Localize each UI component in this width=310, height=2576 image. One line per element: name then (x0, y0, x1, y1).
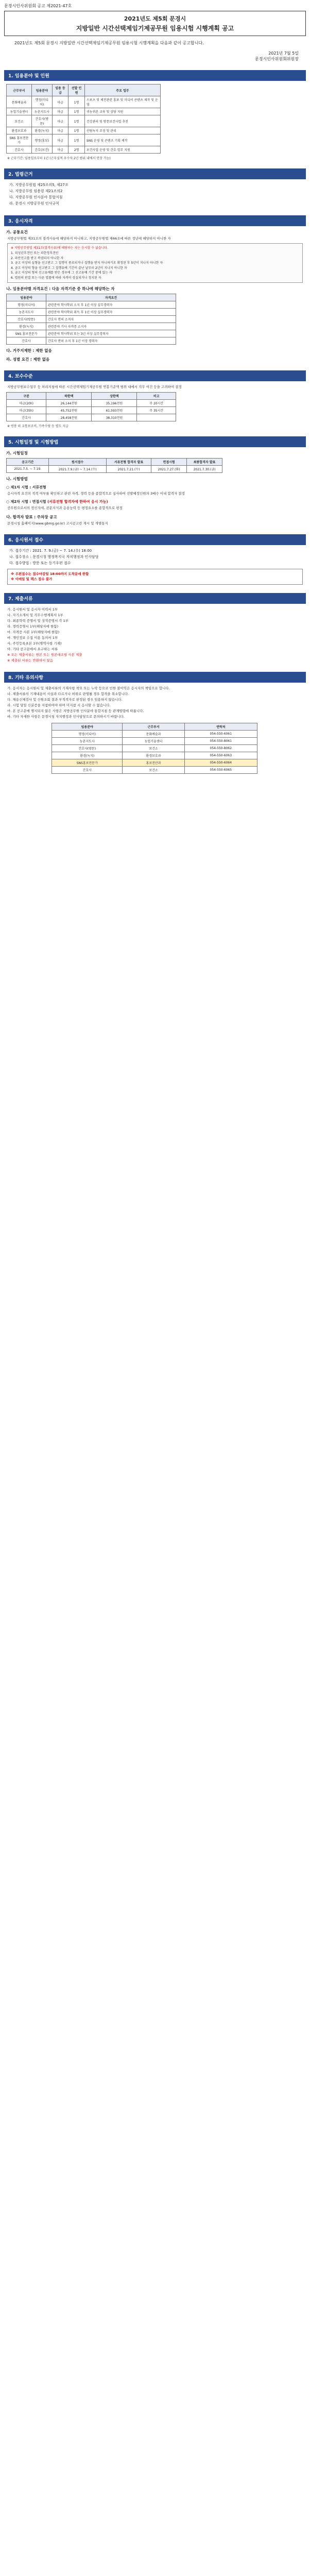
table-row (7, 108, 161, 115)
cell: SNS 홍보전문가 (7, 330, 46, 337)
step2-title (6, 499, 304, 504)
cell: 1명 (68, 127, 85, 134)
cell: 간호사(방문) (31, 115, 52, 127)
list-item: 다. 접수방법 : 방문 또는 등기우편 접수 (9, 561, 71, 565)
table-row (52, 738, 257, 745)
th: 임용분야 (31, 84, 52, 96)
sec3-sub-b: 나. 임용분야별 자격요건 : 다음 자격기준 중 하나에 해당하는 자 (6, 286, 115, 292)
table-row (52, 767, 257, 774)
table-row (7, 406, 176, 414)
cell: 38,310천원 (92, 414, 137, 421)
step2-text: 공무원으로서의 정신자세, 전문지식과 응용능력 등 평정요소를 종합적으로 평정 (7, 506, 123, 511)
cell: 2021.7.9.(금) ~ 7.14.(수) (49, 465, 106, 472)
cell: 간호(보건) (31, 146, 52, 154)
announce-date: 2021년 7월 5일 (268, 51, 299, 56)
sec4-text: 지방공무원보수업무 등 처리지침에 따른 시간선택제임기제공무원 연봉기준액 범위 내에서 직무 여건 등을 고려하여 결정 (7, 385, 182, 389)
cell: 마급 (52, 115, 68, 127)
cell: 마급 (52, 108, 68, 115)
cell: 스포츠 및 체전관련 홍보 및 미디어 콘텐츠 제작 및 운영 (84, 96, 160, 108)
sec3-sub-a: 가. 공통요건 (6, 229, 28, 234)
cell: 주 35시간 (137, 406, 176, 414)
cell: 마급 (52, 146, 68, 154)
cell (137, 414, 176, 421)
red-note: ※ 모든 제출서류는 원본 또는 원본대조필 사본 제출 (7, 652, 82, 657)
section6-bar: 6. 응시원서 접수 (4, 534, 306, 545)
section5-bar: 5. 시험일정 및 시험방법 (4, 436, 306, 447)
list-item: 2. 파산선고를 받고 복권되지 아니한 자 (11, 256, 64, 260)
disqualification-box (7, 243, 303, 283)
list-item: 나. 지방공무원 임용령 제21조의2 (9, 189, 63, 194)
step1-title: ○ 제1차 시험 : 서류전형 (6, 485, 46, 489)
cell: SNS 운영 및 콘텐츠 기획 제작 (84, 134, 160, 146)
date-signature (0, 50, 299, 62)
th: 근무부서 (7, 84, 32, 96)
cell: 행정(미디어) (52, 731, 123, 738)
list-item: 가. 응시자는 응시원서 및 제출서류의 기재사항 착오 또는 누락 등으로 인한 불이익은 응시자의 책임으로 합니다. (7, 686, 170, 690)
th: 최종합격자 발표 (187, 458, 222, 465)
cell: 마급(35h) (7, 406, 46, 414)
sec3-text-a: 지방공무원법 제31조의 결격사유에 해당하지 아니하고, 지방공무원법 제66조에 따른 정년에 해당하지 아니한 자 (7, 236, 171, 241)
th: 공고기간 (7, 458, 49, 465)
cell: 054-550-8062 (184, 745, 257, 752)
cell: 간호사(방문) (52, 745, 123, 752)
section3-bar: 3. 응시자격 (4, 215, 306, 226)
section2-bar: 2. 법령근거 (4, 168, 306, 179)
cell: 환경(녹지) (52, 752, 123, 759)
cell: 2021.7.5. ~ 7.19. (7, 465, 49, 472)
cell: 홍보전산과 (123, 759, 184, 767)
cell: 1명 (68, 108, 85, 115)
th: 하한액 (46, 392, 92, 399)
cell: 관련분야 학사학위 소지 후 1년 이상 실무경력자 (46, 301, 176, 309)
th: 면접시험 (151, 458, 187, 465)
contact-table (51, 723, 257, 774)
th: 임용분야 (52, 723, 123, 731)
application-info (7, 548, 303, 567)
table-row (7, 316, 176, 323)
step1-text: 응시자격 요건의 적격 여부를 확인하고 관련 자격, 경력 등을 종합적으로 심사하여 선발예정인원의 3배수 이내 합격자 결정 (7, 491, 185, 496)
th: 구분 (7, 392, 46, 399)
cell: 2021.7.27.(화) (151, 465, 187, 472)
requirements-table (6, 294, 176, 345)
cell: 귀농귀촌 교육 및 상담 지원 (84, 108, 160, 115)
list-item: 라. 경력증명서 1부(해당자에 한함) (7, 624, 59, 629)
red-note: ※ 제출된 서류는 반환하지 않음 (7, 658, 54, 663)
cell: 26,144천원 (46, 399, 92, 406)
list-item: 마. 본 공고문에 명시되지 않은 사항은 지방공무원 인사분야 통합지침 등 관계법령에 따릅니다. (7, 709, 144, 714)
list-item: 3. 금고 이상의 실형을 선고받고 그 집행이 종료되거나 집행을 받지 아니하기로 확정된 후 5년이 지나지 아니한 자 (11, 261, 163, 265)
th: 연락처 (184, 723, 257, 731)
list-item: 바. 개인정보 수집 이용 동의서 1부 (7, 635, 58, 640)
cell: 054-550-6065 (184, 767, 257, 774)
cell: 2021.7.21.(수) (106, 465, 151, 472)
document-list (7, 607, 303, 664)
cell: 문화예술과 (123, 731, 184, 738)
list-item: 가. 응시원서 및 응시자 이력서 1부 (7, 607, 58, 612)
cell: 보건소 (123, 767, 184, 774)
cell: 45,752천원 (46, 406, 92, 414)
intro-text: 2021년도 제5회 문경시 지방일반 시간선택제임기제공무원 임용시험 시행계획을 다음과 같이 공고합니다. (14, 41, 204, 45)
cell: 농업기술센터 (7, 108, 32, 115)
cell: 보건소 (7, 115, 32, 127)
cell: 농촌지도사 (7, 309, 46, 316)
th: 임용 등급 (52, 84, 68, 96)
list-item: 가. 지방공무원법 제25조의5, 제27조 (9, 183, 68, 188)
list-item: 나. 접수장소 : 문경시청 행정복지국 자치행정과 인사담당 (9, 554, 99, 559)
cell: 마급 (52, 134, 68, 146)
sec1-note: ※ 근무기간: 임용일로부터 1년 (근무실적 우수자 2년 범위 내에서 연장 가능) (7, 157, 111, 161)
list-item: 나. 제출서류의 기재내용이 사실과 다르거나 허위로 판명될 경우 합격을 취소합니다. (7, 692, 129, 697)
application-notice-box (7, 569, 303, 585)
cell: 마급 (52, 96, 68, 108)
schedule-table (6, 458, 222, 473)
section4-bar: 4. 보수수준 (4, 370, 306, 381)
sec5-sub-c-text: 문경시청 홈페이지(www.gbmg.go.kr) 고시공고란 게시 및 개별통지 (7, 521, 108, 526)
th: 자격요건 (46, 294, 176, 301)
signer: 문경시인사위원회위원장 (254, 57, 299, 62)
section7-bar: 7. 제출서류 (4, 593, 306, 604)
recruit-table (6, 84, 161, 154)
table-row (7, 309, 176, 316)
table-row (7, 330, 176, 337)
th: 근무부서 (123, 723, 184, 731)
sec4-note: ※ 연봉 외 교통보조비, 가족수당 등 별도 지급 (7, 424, 68, 428)
list-item: 다. 최종학력 증명서 및 성적증명서 각 1부 (7, 618, 69, 623)
cell: 환경(녹지) (7, 323, 46, 330)
notice-line: ※ 우편접수는 접수마감일 18:00까지 도착분에 한함 (11, 571, 89, 576)
table-row (7, 96, 161, 108)
cell: 간호사(방문) (7, 316, 46, 323)
cell: 보건소 (123, 745, 184, 752)
cell: 관련분야 기사 자격증 소지자 (46, 323, 176, 330)
cell: 마급 (52, 127, 68, 134)
list-item: 1. 피성년후견인 또는 피한정후견인 (11, 251, 59, 255)
cell: 문화예술과 (7, 96, 32, 108)
table-row (7, 127, 161, 134)
cell: SNS 홍보전문가 (7, 134, 32, 146)
sec5-sub-b: 나. 시험방법 (6, 476, 28, 481)
title-line2: 지방일반 시간선택제임기제공무원 임용시험 시행계획 공고 (76, 25, 234, 32)
cell: 054-550-6063 (184, 752, 257, 759)
cell: 2명 (68, 146, 85, 154)
cell: 35,196천원 (92, 399, 137, 406)
cell: 1명 (68, 96, 85, 108)
notice-line: ※ 이메일 및 팩스 접수 불가 (11, 577, 53, 582)
cell: 보건사업 운영 및 간호 업무 지원 (84, 146, 160, 154)
cell: 61,593천원 (92, 406, 137, 414)
list-item: 6. 법원의 판결 또는 다른 법률에 따라 자격이 상실되거나 정지된 자 (11, 276, 101, 280)
sec5-sub-c: 다. 합격자 발표 : 주차장 공고 (6, 514, 57, 519)
cell: 054-550-6064 (184, 759, 257, 767)
cell: 간호사 면허 소지 후 1년 이상 경력자 (46, 337, 176, 345)
cell: 간호사 (7, 337, 46, 345)
cell: SNS홍보전문가 (52, 759, 123, 767)
list-item: 4. 금고 이상의 형을 선고받고 그 집행유예 기간이 끝난 날부터 2년이 지나지 아니한 자 (11, 266, 127, 270)
cell: 관련분야 학사학위 취득 후 1년 이상 실무경력자 (46, 309, 176, 316)
list-item: 5. 금고 이상의 형의 선고유예를 받은 경우에 그 선고유예 기간 중에 있는 자 (11, 271, 112, 275)
cell: 환경(녹지) (31, 127, 52, 134)
table-row (52, 759, 257, 767)
list-item: 나. 자기소개서 및 직무수행계획서 1부 (7, 613, 63, 617)
list-item: 다. 지방공무원 인사분야 통합지침 (9, 195, 63, 200)
table-row (52, 745, 257, 752)
th: 선발 인원 (68, 84, 85, 96)
list-item: 다. 채용신체검사 및 신원조회 결과 부적격자로 판정된 경우 임용하지 않습니다. (7, 698, 123, 702)
cell: 농촌지도사 (31, 108, 52, 115)
table-row (7, 465, 222, 472)
salary-table (6, 392, 176, 421)
list-item: 라. 문경시 지방공무원 인사규칙 (9, 201, 59, 206)
th: 서류전형 합격자 발표 (106, 458, 151, 465)
sec3-sub-d: 라. 성별 요건 : 제한 없음 (6, 357, 50, 362)
sec5-sub-a: 가. 시험일정 (6, 450, 28, 455)
cell: 간호사 면허 소지자 (46, 316, 176, 323)
title-block (4, 11, 306, 36)
table-row (7, 301, 176, 309)
th: 원서접수 (49, 458, 106, 465)
sec3-sub-c: 다. 거주지제한 : 제한 없음 (6, 348, 52, 353)
cell: 054-550-6061 (184, 731, 257, 738)
cell: 농업기술센터 (123, 738, 184, 745)
list-item: ※ 지방공무원법 제31조(결격사유)에 해당하는 자는 응시할 수 없습니다. (11, 246, 109, 250)
cell: 행정(미디어) (7, 301, 46, 309)
list-item: 라. 시험 당일 신분증을 지참하여야 하며 미지참 시 응시할 수 없습니다. (7, 703, 111, 708)
cell: 간호사 (52, 767, 123, 774)
list-item: 마. 자격증 사본 1부(해당자에 한함) (7, 630, 60, 634)
section8-bar: 8. 기타 유의사항 (4, 672, 306, 683)
section1-bar: 1. 임용분야 및 인원 (4, 70, 306, 81)
cell: 환경보호과 (7, 127, 32, 134)
cell: 관련분야 학사학위 또는 3년 이상 실무경력자 (46, 330, 176, 337)
cell: 행정(홍보) (31, 134, 52, 146)
step2-label: ○ 제2차 시험 : 면접시험 (6, 500, 46, 504)
table-row (7, 146, 161, 154)
list-item: 바. 기타 자세한 사항은 문경시청 자치행정과 인사담당으로 문의하시기 바랍니다. (7, 715, 125, 719)
table-row (7, 134, 161, 146)
cell: 간호사 (7, 414, 46, 421)
cell: 마급(20h) (7, 399, 46, 406)
th: 주요 업무 (84, 84, 160, 96)
list-item: 아. 기타 공고문에서 요구하는 서류 (7, 647, 58, 651)
cell: 산림녹지 조성 및 관리 (84, 127, 160, 134)
list-item: 사. 주민등록초본 1부(병역사항 기재) (7, 641, 62, 646)
caution-list (7, 686, 303, 720)
cell: 28,458천원 (46, 414, 92, 421)
table-row (7, 399, 176, 406)
notice-number: 문경시인사위원회 공고 제2021-47호 (4, 4, 72, 8)
th: 비고 (137, 392, 176, 399)
table-row (7, 337, 176, 345)
table-row (7, 115, 161, 127)
list-item: 가. 접수기간 : 2021. 7. 9.(금) ~ 7. 14.(수) 18:00 (9, 549, 92, 553)
cell: 1명 (68, 115, 85, 127)
cell: 1명 (68, 134, 85, 146)
table-row (52, 731, 257, 738)
cell: 행정(미디어) (31, 96, 52, 108)
th: 임용분야 (7, 294, 46, 301)
title-line1: 2021년도 제5회 문경시 (124, 15, 186, 22)
table-row (7, 323, 176, 330)
cell: 간호사 (7, 146, 32, 154)
page (0, 0, 310, 792)
step2-red-note: (서류전형 합격자에 한하여 응시 가능) (47, 500, 108, 504)
table-row (7, 414, 176, 421)
th: 상한액 (92, 392, 137, 399)
table-row (52, 752, 257, 759)
cell: 건강관리 및 방문보건사업 추진 (84, 115, 160, 127)
cell: 농촌지도사 (52, 738, 123, 745)
cell: 환경보호과 (123, 752, 184, 759)
law-list (7, 182, 303, 207)
cell: 2021.7.30.(금) (187, 465, 222, 472)
cell: 054-550-8061 (184, 738, 257, 745)
cell: 주 20시간 (137, 399, 176, 406)
